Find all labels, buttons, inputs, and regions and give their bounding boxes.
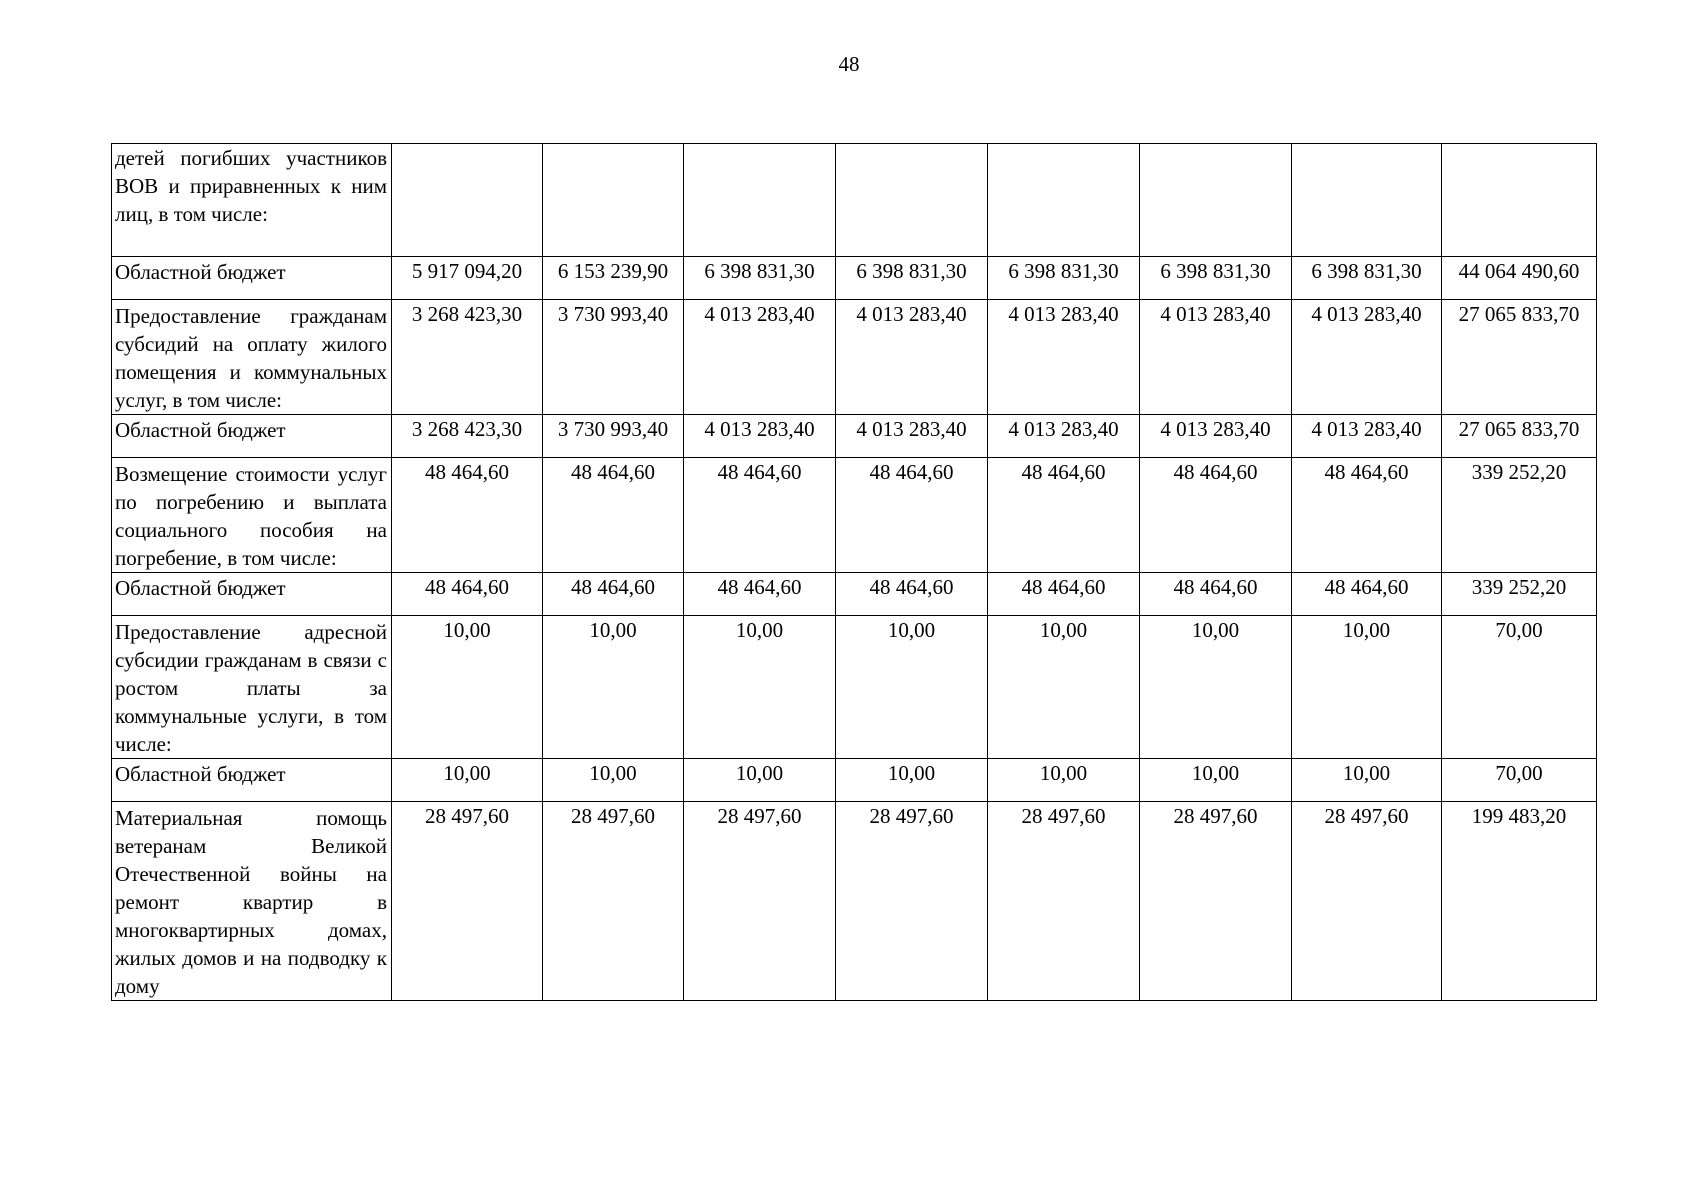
- measure-label: Предоставление адресной субсидии гражданам в связи с ростом платы за коммунальные услуги, в том числе:: [112, 616, 392, 759]
- amount-cell: 48 464,60: [1140, 573, 1292, 616]
- amount-cell: 48 464,60: [836, 458, 988, 573]
- amount-cell: 10,00: [1292, 616, 1442, 759]
- total-cell: 339 252,20: [1442, 573, 1597, 616]
- amount-cell: [543, 144, 684, 257]
- total-cell: 44 064 490,60: [1442, 257, 1597, 300]
- amount-cell: 4 013 283,40: [988, 300, 1140, 415]
- amount-cell: 4 013 283,40: [836, 415, 988, 458]
- amount-cell: 4 013 283,40: [1292, 415, 1442, 458]
- amount-cell: 6 398 831,30: [684, 257, 836, 300]
- amount-cell: 6 398 831,30: [988, 257, 1140, 300]
- amount-cell: 48 464,60: [836, 573, 988, 616]
- amount-cell: 28 497,60: [836, 802, 988, 1001]
- table-row: [112, 415, 1597, 458]
- amount-cell: 48 464,60: [684, 573, 836, 616]
- amount-cell: 48 464,60: [1292, 458, 1442, 573]
- amount-cell: 10,00: [543, 616, 684, 759]
- amount-cell: 10,00: [543, 759, 684, 802]
- amount-cell: 28 497,60: [1292, 802, 1442, 1001]
- amount-cell: 6 398 831,30: [1140, 257, 1292, 300]
- measure-label: Предоставление гражданам субсидий на оплату жилого помещения и коммунальных услуг, в том числе:: [112, 300, 392, 415]
- amount-cell: [684, 144, 836, 257]
- amount-cell: 5 917 094,20: [392, 257, 543, 300]
- amount-cell: 48 464,60: [543, 458, 684, 573]
- amount-cell: 10,00: [1292, 759, 1442, 802]
- amount-cell: 10,00: [392, 759, 543, 802]
- amount-cell: 3 268 423,30: [392, 415, 543, 458]
- amount-cell: 4 013 283,40: [684, 415, 836, 458]
- amount-cell: 3 730 993,40: [543, 300, 684, 415]
- amount-cell: 28 497,60: [543, 802, 684, 1001]
- budget-source-label: Областной бюджет: [112, 415, 392, 458]
- amount-cell: [1292, 144, 1442, 257]
- amount-cell: 10,00: [1140, 616, 1292, 759]
- amount-cell: 10,00: [1140, 759, 1292, 802]
- amount-cell: 48 464,60: [392, 458, 543, 573]
- amount-cell: 10,00: [988, 759, 1140, 802]
- budget-source-label: Областной бюджет: [112, 573, 392, 616]
- measure-label: Материальная помощь ветеранам Великой Отечественной войны на ремонт квартир в многоквартирных домах, жилых домов и на подводку к дому: [112, 802, 392, 1001]
- amount-cell: 10,00: [836, 616, 988, 759]
- budget-source-label: Областной бюджет: [112, 257, 392, 300]
- amount-cell: 48 464,60: [543, 573, 684, 616]
- amount-cell: 28 497,60: [392, 802, 543, 1001]
- table-row: [112, 759, 1597, 802]
- table-row: [112, 144, 1597, 257]
- amount-cell: 4 013 283,40: [1140, 300, 1292, 415]
- amount-cell: 10,00: [392, 616, 543, 759]
- amount-cell: 10,00: [684, 616, 836, 759]
- page-number: 48: [838, 52, 860, 76]
- amount-cell: 48 464,60: [988, 573, 1140, 616]
- total-cell: 339 252,20: [1442, 458, 1597, 573]
- amount-cell: 4 013 283,40: [988, 415, 1140, 458]
- amount-cell: 4 013 283,40: [1292, 300, 1442, 415]
- total-cell: 70,00: [1442, 616, 1597, 759]
- budget-source-label: Областной бюджет: [112, 759, 392, 802]
- table-row: [112, 573, 1597, 616]
- amount-cell: 6 153 239,90: [543, 257, 684, 300]
- total-cell: 70,00: [1442, 759, 1597, 802]
- amount-cell: 4 013 283,40: [684, 300, 836, 415]
- amount-cell: 48 464,60: [1140, 458, 1292, 573]
- amount-cell: 28 497,60: [684, 802, 836, 1001]
- amount-cell: [836, 144, 988, 257]
- amount-cell: 48 464,60: [988, 458, 1140, 573]
- total-cell: 27 065 833,70: [1442, 300, 1597, 415]
- amount-cell: 4 013 283,40: [1140, 415, 1292, 458]
- amount-cell: 48 464,60: [684, 458, 836, 573]
- table-row: [112, 300, 1597, 415]
- amount-cell: 3 268 423,30: [392, 300, 543, 415]
- amount-cell: [392, 144, 543, 257]
- amount-cell: 10,00: [836, 759, 988, 802]
- total-cell: [1442, 144, 1597, 257]
- amount-cell: [1140, 144, 1292, 257]
- budget-table-body: [112, 144, 1597, 1001]
- table-row: [112, 802, 1597, 1001]
- total-cell: 199 483,20: [1442, 802, 1597, 1001]
- total-cell: 27 065 833,70: [1442, 415, 1597, 458]
- amount-cell: 28 497,60: [1140, 802, 1292, 1001]
- amount-cell: 4 013 283,40: [836, 300, 988, 415]
- amount-cell: 10,00: [988, 616, 1140, 759]
- budget-table: [111, 143, 1597, 1001]
- amount-cell: 48 464,60: [392, 573, 543, 616]
- measure-label: детей погибших участников ВОВ и приравненных к ним лиц, в том числе:: [112, 144, 392, 257]
- measure-label: Возмещение стоимости услуг по погребению и выплата социального пособия на погребение, в том числе:: [112, 458, 392, 573]
- table-row: [112, 458, 1597, 573]
- amount-cell: [988, 144, 1140, 257]
- table-row: [112, 616, 1597, 759]
- amount-cell: 10,00: [684, 759, 836, 802]
- amount-cell: 48 464,60: [1292, 573, 1442, 616]
- table-row: [112, 257, 1597, 300]
- amount-cell: 28 497,60: [988, 802, 1140, 1001]
- amount-cell: 6 398 831,30: [836, 257, 988, 300]
- amount-cell: 6 398 831,30: [1292, 257, 1442, 300]
- amount-cell: 3 730 993,40: [543, 415, 684, 458]
